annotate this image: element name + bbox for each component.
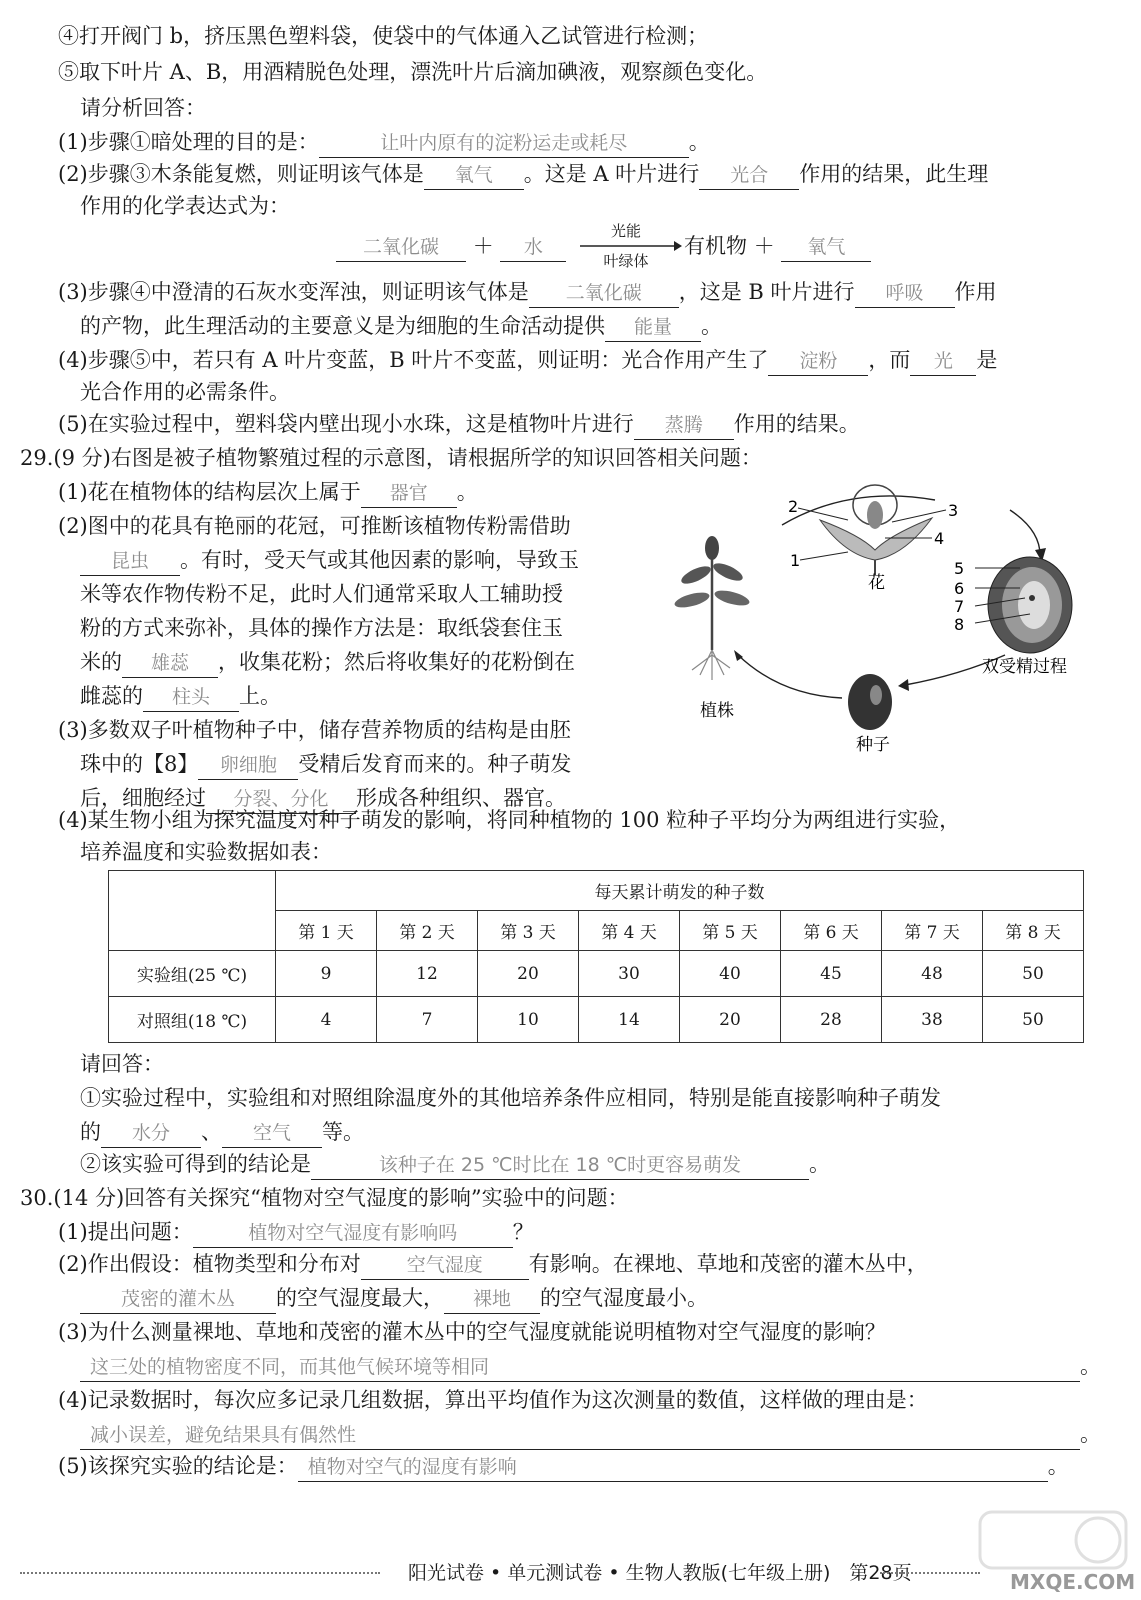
germination-table (108, 870, 1084, 1043)
answer-blank: 这三处的植物密度不同，而其他气候环境等相同 (80, 1353, 1080, 1382)
label-5: 5 (954, 559, 965, 578)
table-cell: 12 (377, 951, 478, 997)
table-cell: 20 (478, 951, 579, 997)
footer-dots-left (20, 1572, 380, 1574)
answer-blank: 淀粉 (768, 347, 868, 376)
answer-blank: 茂密的灌木丛 (80, 1285, 276, 1314)
answer-blank: 植物对空气的湿度有影响 (298, 1453, 1048, 1482)
table-row (109, 951, 1084, 997)
day-header: 第 2 天 (377, 911, 478, 951)
answer-blank: 水 (500, 233, 566, 262)
table-span-header: 每天累计萌发的种子数 (276, 871, 1084, 911)
step-5: ⑤取下叶片 A、B，用酒精脱色处理，漂洗叶片后滴加碘液，观察颜色变化。 (58, 60, 768, 84)
footer-text: 阳光试卷 • 单元测试卷 • 生物人教版(七年级上册) 第28页 (408, 1562, 912, 1584)
answer-blank: 氧气 (781, 233, 871, 262)
q29-4-l2: 培养温度和实验数据如表： (80, 840, 332, 864)
q28-5: (5)在实验过程中，塑料袋内壁出现小水珠，这是植物叶片进行 蒸腾 作用的结果。 (58, 410, 860, 440)
q29-2-l1: (2)图中的花具有艳丽的花冠，可推断该植物传粉需借助 (58, 514, 571, 538)
answer-blank: 植物对空气湿度有影响吗 (193, 1219, 513, 1248)
answer-blank: 柱头 (143, 683, 239, 712)
arrowhead (734, 650, 743, 661)
q29-4-l1: (4)某生物小组为探究温度对种子萌发的影响，将同种植物的 100 粒种子平均分为两组进行实验， (58, 808, 961, 832)
q29-2-l3: 米等农作物传粉不足，此时人们通常采取人工辅助授 (80, 582, 563, 606)
arrowhead (898, 679, 909, 691)
q29-2-l4: 粉的方式来弥补，具体的操作方法是：取纸袋套住玉 (80, 616, 563, 640)
equation: 二氧化碳 ＋ 水 (336, 232, 566, 262)
label-4: 4 (934, 529, 945, 548)
q29-2-l2: 昆虫 。有时，受天气或其他因素的影响，导致玉 (80, 546, 579, 576)
answer-blank: 雄蕊 (122, 649, 218, 678)
fertilization-label: 双受精过程 (982, 657, 1067, 677)
answer-blank: 空气 (222, 1119, 322, 1148)
label-6: 6 (954, 579, 965, 598)
table-cell: 7 (377, 997, 478, 1043)
table-cell: 38 (882, 997, 983, 1043)
q30-1: (1)提出问题： 植物对空气湿度有影响吗 ？ (58, 1218, 534, 1248)
answer-blank: 分裂、分化 (206, 785, 356, 814)
answer-blank: 呼吸 (855, 279, 955, 308)
answer-blank: 水分 (101, 1119, 201, 1148)
q29-3-l1: (3)多数双子叶植物种子中，储存营养物质的结构是由胚 (58, 718, 571, 742)
answer-blank: 减小误差，避免结果具有偶然性 (80, 1421, 1080, 1450)
day-header: 第 7 天 (882, 911, 983, 951)
q30-5: (5)该探究实验的结论是： 植物对空气的湿度有影响 。 (58, 1452, 1069, 1482)
q30-2: (2)作出假设：植物类型和分布对 空气湿度 有影响。在裸地、草地和茂密的灌木丛中， (58, 1250, 928, 1280)
q29-4-s1-l1: ①实验过程中，实验组和对照组除温度外的其他培养条件应相同，特别是能直接影响种子萌发 (80, 1086, 941, 1110)
answer-blank: 二氧化碳 (336, 233, 466, 262)
q29-1: (1)花在植物体的结构层次上属于 器官 。 (58, 478, 478, 508)
q28-1: (1)步骤①暗处理的目的是： 让叶内原有的淀粉运走或耗尽 。 (58, 128, 710, 158)
day-header: 第 5 天 (680, 911, 781, 951)
reproduction-diagram (670, 480, 1110, 760)
q30-4: (4)记录数据时，每次应多记录几组数据，算出平均值作为这次测量的数值，这样做的理由是： (58, 1388, 928, 1412)
q28-4-line2: 光合作用的必需条件。 (80, 380, 290, 404)
q28-3: (3)步骤④中澄清的石灰水变浑浊，则证明该气体是 二氧化碳 ，这是 B 叶片进行 呼吸 作用 (58, 278, 997, 308)
cycle-arrow-bottom-left (738, 655, 842, 698)
flower-drawing (820, 485, 932, 575)
q29-2-l6: 雌蕊的 柱头 上。 (80, 682, 281, 712)
label-1: 1 (790, 551, 801, 570)
answer-blank: 昆虫 (80, 547, 180, 576)
step-4: ④打开阀门 b，挤压黑色塑料袋，使袋中的气体通入乙试管进行检测； (58, 24, 709, 48)
table-cell: 4 (276, 997, 377, 1043)
q29-2-l5: 米的 雄蕊 ，收集花粉；然后将收集好的花粉倒在 (80, 648, 575, 678)
table-cell: 10 (478, 997, 579, 1043)
cycle-arrow-right (1010, 510, 1040, 555)
condition-top: 光能 (610, 222, 641, 240)
answer-blank: 能量 (605, 313, 701, 342)
condition-bottom: 叶绿体 (603, 252, 649, 270)
q29-3-l2: 珠中的【8】 卵细胞 受精后发育而来的。种子萌发 (80, 750, 571, 780)
seed-label: 种子 (856, 735, 890, 755)
row-label: 实验组(25 ℃) (109, 951, 276, 997)
label-2: 2 (788, 497, 799, 516)
answer-blank: 光合 (699, 161, 799, 190)
q28-3-line2: 的产物，此生理活动的主要意义是为细胞的生命活动提供 能量 。 (80, 312, 722, 342)
answer-blank: 二氧化碳 (529, 279, 679, 308)
q30-head: 30.(14 分)回答有关探究“植物对空气湿度的影响”实验中的问题： (20, 1186, 629, 1210)
q29-4-s2: ②该实验可得到的结论是 该种子在 25 ℃时比在 18 ℃时更容易萌发 。 (80, 1150, 830, 1180)
q29-4-s1-l2: 的 水分 、 空气 等。 (80, 1118, 364, 1148)
answer-blank: 让叶内原有的淀粉运走或耗尽 (319, 129, 689, 158)
table-cell: 14 (579, 997, 680, 1043)
q29-head: 29.(9 分)右图是被子植物繁殖过程的示意图，请根据所学的知识回答相关问题： (20, 446, 762, 470)
seed-drawing (848, 674, 892, 730)
table-cell: 48 (882, 951, 983, 997)
label-3: 3 (948, 501, 959, 520)
day-header: 第 6 天 (781, 911, 882, 951)
q28-2-line2: 作用的化学表达式为： (80, 194, 290, 218)
table-row (109, 997, 1084, 1043)
answer-blank: 裸地 (444, 1285, 540, 1314)
q30-3-answer: 这三处的植物密度不同，而其他气候环境等相同 。 (80, 1352, 1101, 1382)
q30-4-answer: 减小误差，避免结果具有偶然性 。 (80, 1420, 1101, 1450)
answer-blank: 卵细胞 (198, 751, 298, 780)
answer-blank: 器官 (361, 479, 457, 508)
answer-blank: 该种子在 25 ℃时比在 18 ℃时更容易萌发 (311, 1151, 809, 1180)
q30-2-line2: 茂密的灌木丛 的空气湿度最大， 裸地 的空气湿度最小。 (80, 1284, 708, 1314)
equation-products: 有机物 ＋ 氧气 (684, 232, 871, 262)
answer-blank: 空气湿度 (361, 1251, 529, 1280)
table-corner (109, 871, 276, 951)
table-cell: 28 (781, 997, 882, 1043)
q28-4: (4)步骤⑤中，若只有 A 叶片变蓝，B 叶片不变蓝，则证明：光合作用产生了 淀粉 ，而 光 是 (58, 346, 997, 376)
day-header: 第 1 天 (276, 911, 377, 951)
cycle-arrow-top (782, 496, 935, 525)
please-answer: 请回答： (80, 1052, 164, 1076)
row-label: 对照组(18 ℃) (109, 997, 276, 1043)
day-header: 第 4 天 (579, 911, 680, 951)
answer-blank: 蒸腾 (634, 411, 734, 440)
page-footer (20, 1558, 1120, 1588)
q29-3-l3: 后，细胞经过 分裂、分化 形成各种组织、器官。 (80, 784, 566, 814)
q28-2: (2)步骤③木条能复燃，则证明该气体是 氧气 。这是 A 叶片进行 光合 作用的结果，此生理 (58, 160, 988, 190)
table-cell: 45 (781, 951, 882, 997)
day-header: 第 3 天 (478, 911, 579, 951)
answer-blank: 光 (910, 347, 976, 376)
table-cell: 50 (983, 997, 1084, 1043)
table-cell: 30 (579, 951, 680, 997)
label-7: 7 (954, 597, 965, 616)
reaction-arrow (580, 220, 690, 270)
watermark-site: MXQE.COM (1010, 1570, 1136, 1594)
plant-label: 植株 (700, 701, 734, 721)
flower-label: 花 (868, 573, 885, 593)
analyze-label: 请分析回答： (80, 96, 206, 120)
day-header: 第 8 天 (983, 911, 1084, 951)
table-cell: 50 (983, 951, 1084, 997)
table-cell: 40 (680, 951, 781, 997)
table-cell: 9 (276, 951, 377, 997)
answer-blank: 氧气 (424, 161, 524, 190)
q30-3: (3)为什么测量裸地、草地和茂密的灌木丛中的空气湿度就能说明植物对空气湿度的影响？ (58, 1320, 886, 1344)
table-cell: 20 (680, 997, 781, 1043)
label-8: 8 (954, 615, 965, 634)
ovule-drawing (988, 557, 1072, 653)
footer-dots-right (880, 1572, 980, 1574)
